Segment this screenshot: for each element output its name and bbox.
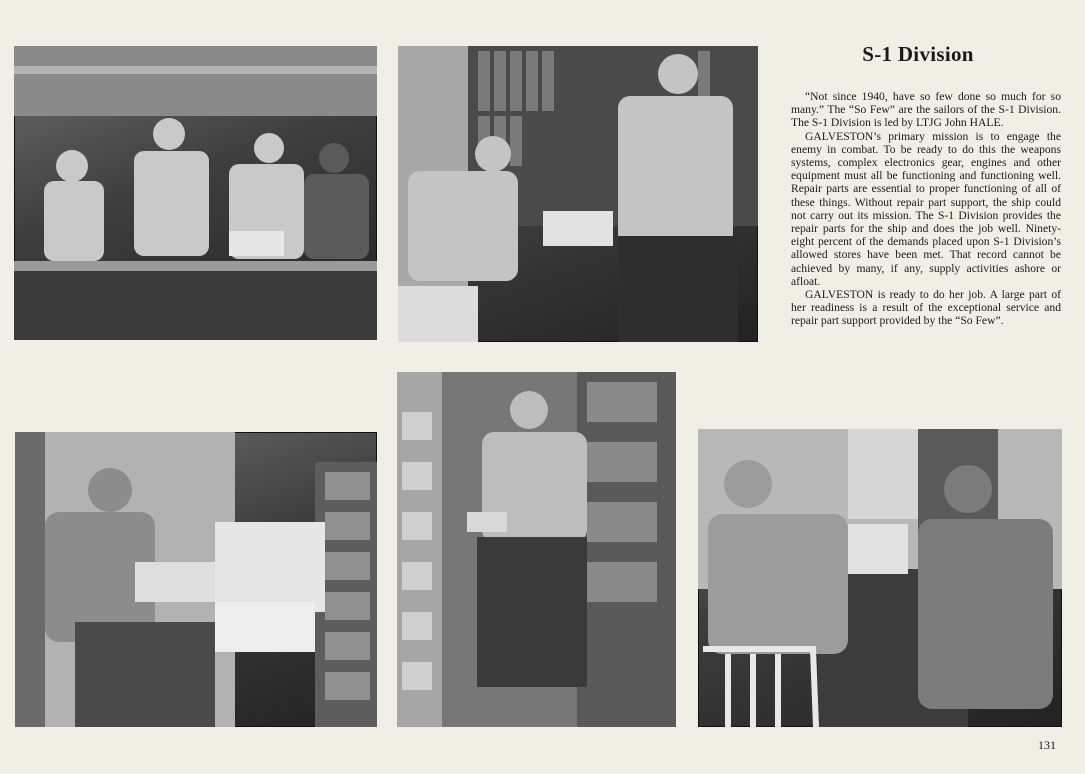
photo-sailor-storeroom bbox=[397, 372, 676, 727]
article-body bbox=[791, 90, 1061, 328]
photo-sailors-at-counter bbox=[14, 46, 377, 340]
paragraph-mission: GALVESTON’s primary mission is to engage the enemy in combat. To be ready to do this the weapons systems, complex electronics gear, engines and other equipment must all be functioning and functioning well. Repair parts are essential to proper functioning of all of these things. Without repair part support, the ship could not carry out its mission. The S-1 Division provides the repair parts for the ship and does the job well. Ninety-eight percent of the demands placed upon S-1 Division’s allowed stores have been met. That record cannot be achieved by many, if any, supply activities ashore or afloat. bbox=[791, 129, 1061, 288]
paragraph-readiness: GALVESTON is ready to do her job. A large part of her readiness is a result of the exceptional service and repair part support provided by the “So Few”. bbox=[791, 288, 1061, 328]
page-number: 131 bbox=[1038, 738, 1056, 752]
paragraph-intro: “Not since 1940, have so few done so much for so many.” The “So Few” are the sailors of the S-1 Division. The S-1 Division is led by LTJG John HALE. bbox=[791, 90, 1061, 130]
photo-sailor-reading bbox=[15, 432, 377, 727]
photo-two-sailors-desk bbox=[698, 429, 1062, 727]
photo-sailors-at-files bbox=[398, 46, 758, 342]
page-title: S-1 Division bbox=[862, 42, 974, 66]
